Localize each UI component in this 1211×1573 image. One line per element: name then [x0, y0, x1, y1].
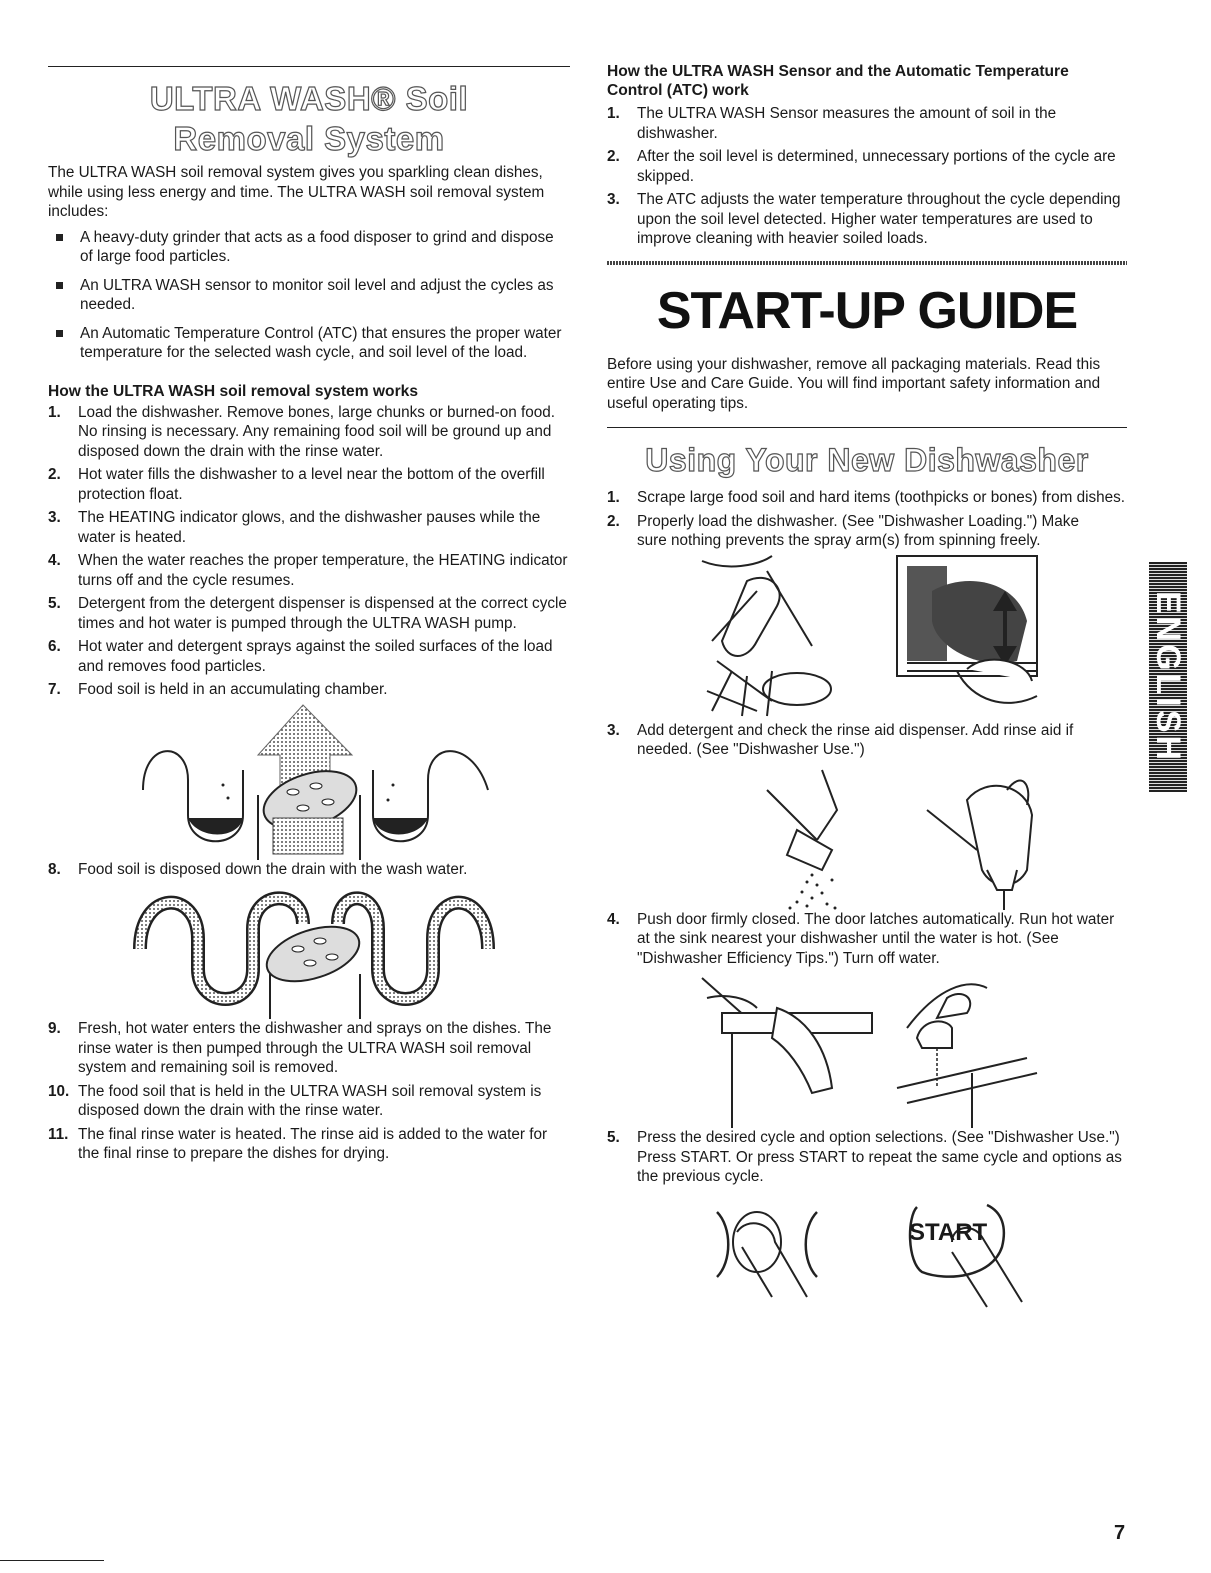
steps-list-continued — [48, 1019, 570, 1164]
list-item: 2. Properly load the dishwasher. (See "Dishwasher Loading.") Make sure nothing prevents the spray arm(s) from spinning freely. — [607, 512, 1079, 549]
list-item: 3. Add detergent and check the rinse aid dispenser. Add rinse aid if needed. (See "Dishwasher Use.") — [607, 721, 1074, 758]
startup-intro: Before using your dishwasher, remove all packaging materials. Read this entire Use and Care Guide. You will find important safety information and useful operating tips. — [607, 355, 1101, 412]
section-heading-line2: Removal System — [173, 120, 445, 157]
detergent-illustration — [607, 760, 1127, 910]
sensor-steps — [607, 104, 1127, 249]
bullet-icon — [56, 234, 63, 241]
list-item: 1. Scrape large food soil and hard items (toothpicks or bones) from dishes. — [607, 489, 1126, 506]
loading-dishwasher-illustration — [607, 551, 1127, 721]
start-button-label: START — [909, 1218, 988, 1246]
using-heading: Using Your New Dishwasher — [645, 442, 1089, 478]
using-steps — [607, 488, 1127, 551]
list-item: An ULTRA WASH sensor to monitor soil level and adjust the cycles as needed. — [48, 276, 570, 315]
list-item: 3. The HEATING indicator glows, and the dishwasher pauses while the water is heated. — [48, 509, 541, 546]
page-title: START-UP GUIDE — [656, 281, 1078, 340]
how-it-works-heading: How the ULTRA WASH soil removal system works — [48, 382, 419, 400]
sensor-heading: How the ULTRA WASH Sensor and the Automatic Temperature Control (ATC) work — [607, 63, 1069, 99]
list-item: 6. Hot water and detergent sprays against the soiled surfaces of the load and removes food particles. — [48, 638, 553, 675]
drain-illustration — [48, 879, 570, 1019]
list-item: 9. Fresh, hot water enters the dishwasher and sprays on the dishes. The rinse water is then pumped through the ULTRA WASH soil removal system and remaining soil is removed. — [48, 1020, 552, 1076]
list-item: 1. Load the dishwasher. Remove bones, large chunks or burned-on food. No rinsing is necessary. Any remaining food soil will be ground up and disposed down the drain with the rinse water. — [48, 403, 556, 460]
list-item: 1. The ULTRA WASH Sensor measures the amount of soil in the dishwasher. — [607, 105, 1057, 142]
features-list — [48, 228, 570, 363]
section-heading-line1: ULTRA WASH® Soil — [149, 80, 469, 117]
page-number: 7 — [1114, 1522, 1126, 1544]
list-item: 5. Detergent from the detergent dispenser is dispensed at the correct cycle times and hot water is pumped through the ULTRA WASH pump. — [48, 595, 567, 632]
list-item: An Automatic Temperature Control (ATC) that ensures the proper water temperature for the selected wash cycle, and soil level of the load. — [48, 324, 570, 363]
left-column — [48, 0, 570, 1164]
list-item: 2. After the soil level is determined, unnecessary portions of the cycle are skipped. — [607, 148, 1116, 185]
door-faucet-illustration — [607, 968, 1127, 1128]
list-item: 5. Press the desired cycle and option selections. (See "Dishwasher Use.") Press START. Or press START to repeat the same cycle and options as the previous cycle. — [607, 1129, 1122, 1185]
list-item: 4. Push door firmly closed. The door latches automatically. Run hot water at the sink nearest your dishwasher until the water is hot. (See "Dishwasher Efficiency Tips.") Turn off water. — [607, 910, 1115, 967]
list-item: 8. Food soil is disposed down the drain with the wash water. — [48, 860, 468, 878]
buttons-illustration — [607, 1187, 1127, 1327]
section-heading — [48, 79, 570, 159]
list-item: 10. The food soil that is held in the ULTRA WASH soil removal system is disposed down the drain with the rinse water. — [48, 1082, 542, 1119]
steps-list — [48, 403, 570, 700]
list-item: A heavy-duty grinder that acts as a food disposer to grind and dispose of large food particles. — [48, 228, 570, 267]
list-item: 11. The final rinse water is heated. The rinse aid is added to the water for the final rinse to prepare the dishes for drying. — [48, 1125, 548, 1162]
press-buttons-illustration — [607, 1187, 1127, 1327]
right-column — [607, 0, 1127, 1327]
list-item: 3. The ATC adjusts the water temperature throughout the cycle depending upon the soil level detected. Higher water temperatures are used to improve cleaning with heavier soiled loads. — [607, 191, 1121, 247]
list-item: 4. When the water reaches the proper temperature, the HEATING indicator turns off and the cycle resumes. — [48, 552, 568, 589]
accumulating-chamber-illustration — [48, 700, 570, 860]
list-item: 2. Hot water fills the dishwasher to a level near the bottom of the overfill protection float. — [48, 466, 545, 503]
list-item: 7. Food soil is held in an accumulating chamber. — [48, 681, 388, 698]
intro-paragraph: The ULTRA WASH soil removal system gives you sparkling clean dishes, while using less energy and time. The ULTRA WASH soil removal system includes: — [48, 164, 545, 220]
bullet-icon — [56, 282, 63, 289]
bullet-icon — [56, 330, 63, 337]
language-tab-label: ENGLISH — [1149, 590, 1187, 764]
bottom-rule — [0, 1560, 104, 1561]
language-tab — [1149, 562, 1187, 792]
